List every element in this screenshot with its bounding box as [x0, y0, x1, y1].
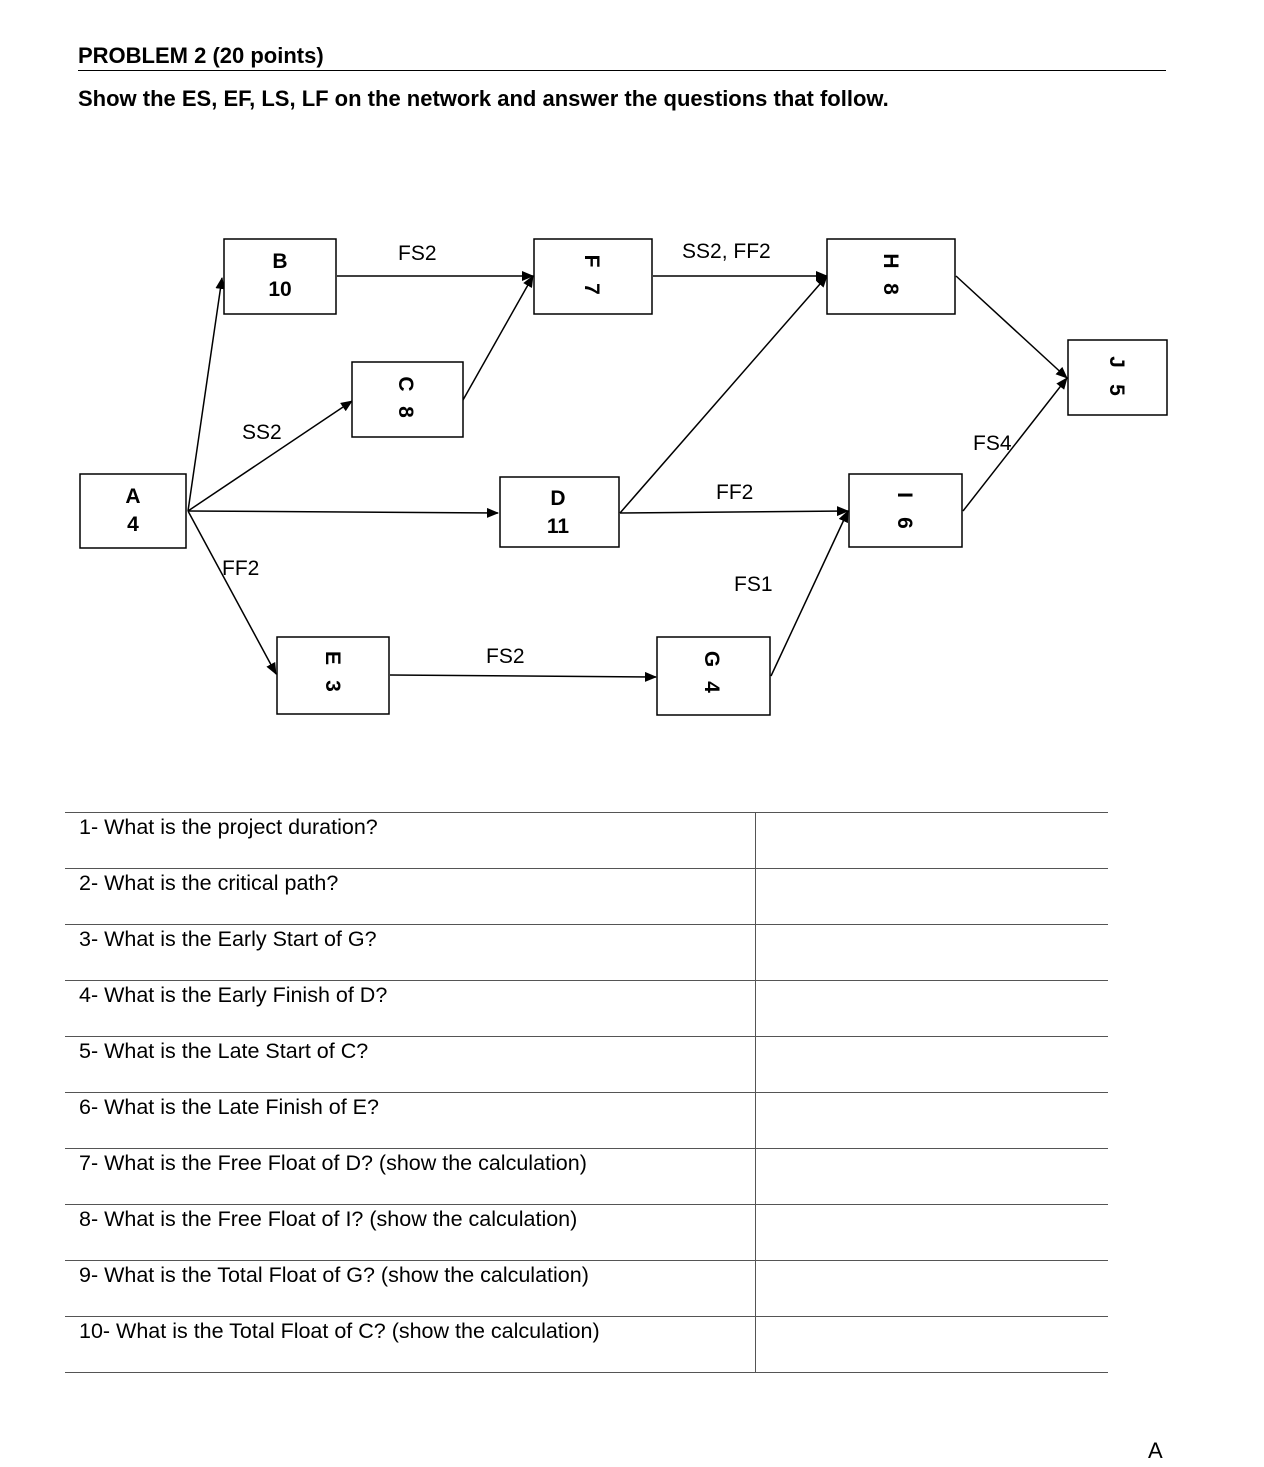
activity-f-id: F	[580, 254, 603, 268]
arrow-a-b	[188, 278, 222, 511]
activity-e-id: E	[321, 650, 344, 666]
label-g-i: FS1	[734, 573, 773, 596]
activity-j-id: J	[1105, 356, 1128, 368]
question-row	[65, 981, 1108, 1037]
arrow-d-i	[620, 511, 848, 513]
answer-cell[interactable]	[756, 1317, 1109, 1373]
activity-a-duration: 4	[127, 513, 139, 536]
activity-b	[224, 239, 336, 314]
activity-d-id: D	[550, 487, 566, 510]
activity-i-id: I	[893, 492, 916, 498]
activity-j	[1068, 340, 1167, 415]
label-f-h: SS2, FF2	[682, 240, 771, 263]
answer-cell[interactable]	[756, 925, 1109, 981]
question-row	[65, 925, 1108, 981]
question-row	[65, 1205, 1108, 1261]
question-text: 2- What is the critical path?	[65, 869, 756, 925]
problem-title: PROBLEM 2 (20 points)	[78, 42, 1166, 71]
question-text: 8- What is the Free Float of I? (show the calculation)	[65, 1205, 756, 1261]
activity-c	[352, 362, 463, 437]
label-a-e: FF2	[222, 557, 260, 580]
activity-a	[80, 474, 186, 548]
arrow-h-j	[956, 276, 1067, 378]
question-text: 1- What is the project duration?	[65, 813, 756, 869]
arrow-a-e	[188, 511, 276, 674]
activity-h	[827, 239, 955, 314]
corner-mark: A	[1148, 1438, 1163, 1463]
problem-instructions: Show the ES, EF, LS, LF on the network and answer the questions that follow.	[78, 86, 889, 111]
activity-a-id: A	[125, 485, 141, 508]
activity-c-id: C	[394, 376, 417, 392]
arrow-e-g	[390, 675, 656, 677]
answer-cell[interactable]	[756, 981, 1109, 1037]
label-a-c: SS2	[242, 421, 282, 444]
arrow-a-c	[188, 401, 352, 511]
answer-cell[interactable]	[756, 1149, 1109, 1205]
activity-f-duration: 7	[580, 283, 603, 295]
questions-table	[65, 812, 1108, 1373]
question-row	[65, 869, 1108, 925]
answer-cell[interactable]	[756, 813, 1109, 869]
activity-g-duration: 4	[700, 681, 723, 693]
activity-e	[277, 637, 389, 714]
activity-b-id: B	[272, 250, 288, 273]
activity-e-duration: 3	[321, 680, 344, 692]
activity-b-duration: 10	[268, 278, 292, 301]
question-text: 9- What is the Total Float of G? (show the calculation)	[65, 1261, 756, 1317]
label-b-f: FS2	[398, 242, 437, 265]
activity-g	[657, 637, 770, 715]
answer-cell[interactable]	[756, 1093, 1109, 1149]
activity-g-id: G	[700, 650, 723, 668]
activity-d	[500, 477, 619, 547]
label-i-j: FS4	[973, 432, 1012, 455]
answer-cell[interactable]	[756, 869, 1109, 925]
activity-j-duration: 5	[1105, 384, 1128, 396]
activity-c-duration: 8	[394, 406, 417, 418]
question-text: 4- What is the Early Finish of D?	[65, 981, 756, 1037]
question-row	[65, 1149, 1108, 1205]
question-text: 3- What is the Early Start of G?	[65, 925, 756, 981]
question-text: 7- What is the Free Float of D? (show the calculation)	[65, 1149, 756, 1205]
question-row	[65, 1093, 1108, 1149]
answer-cell[interactable]	[756, 1261, 1109, 1317]
activity-h-id: H	[879, 253, 902, 269]
activity-i	[849, 474, 962, 547]
question-row	[65, 1261, 1108, 1317]
question-row	[65, 813, 1108, 869]
question-row	[65, 1317, 1108, 1373]
label-e-g: FS2	[486, 645, 525, 668]
arrow-g-i	[771, 511, 848, 676]
question-text: 6- What is the Late Finish of E?	[65, 1093, 756, 1149]
arrow-a-d	[188, 511, 498, 513]
question-text: 10- What is the Total Float of C? (show the calculation)	[65, 1317, 756, 1373]
question-text: 5- What is the Late Start of C?	[65, 1037, 756, 1093]
arrow-c-f	[463, 276, 533, 400]
activity-d-duration: 11	[546, 515, 570, 538]
question-row	[65, 1037, 1108, 1093]
activity-h-duration: 8	[879, 283, 902, 295]
answer-cell[interactable]	[756, 1205, 1109, 1261]
label-d-i: FF2	[716, 481, 754, 504]
activity-f	[534, 239, 652, 314]
answer-cell[interactable]	[756, 1037, 1109, 1093]
activity-i-duration: 6	[893, 517, 916, 529]
